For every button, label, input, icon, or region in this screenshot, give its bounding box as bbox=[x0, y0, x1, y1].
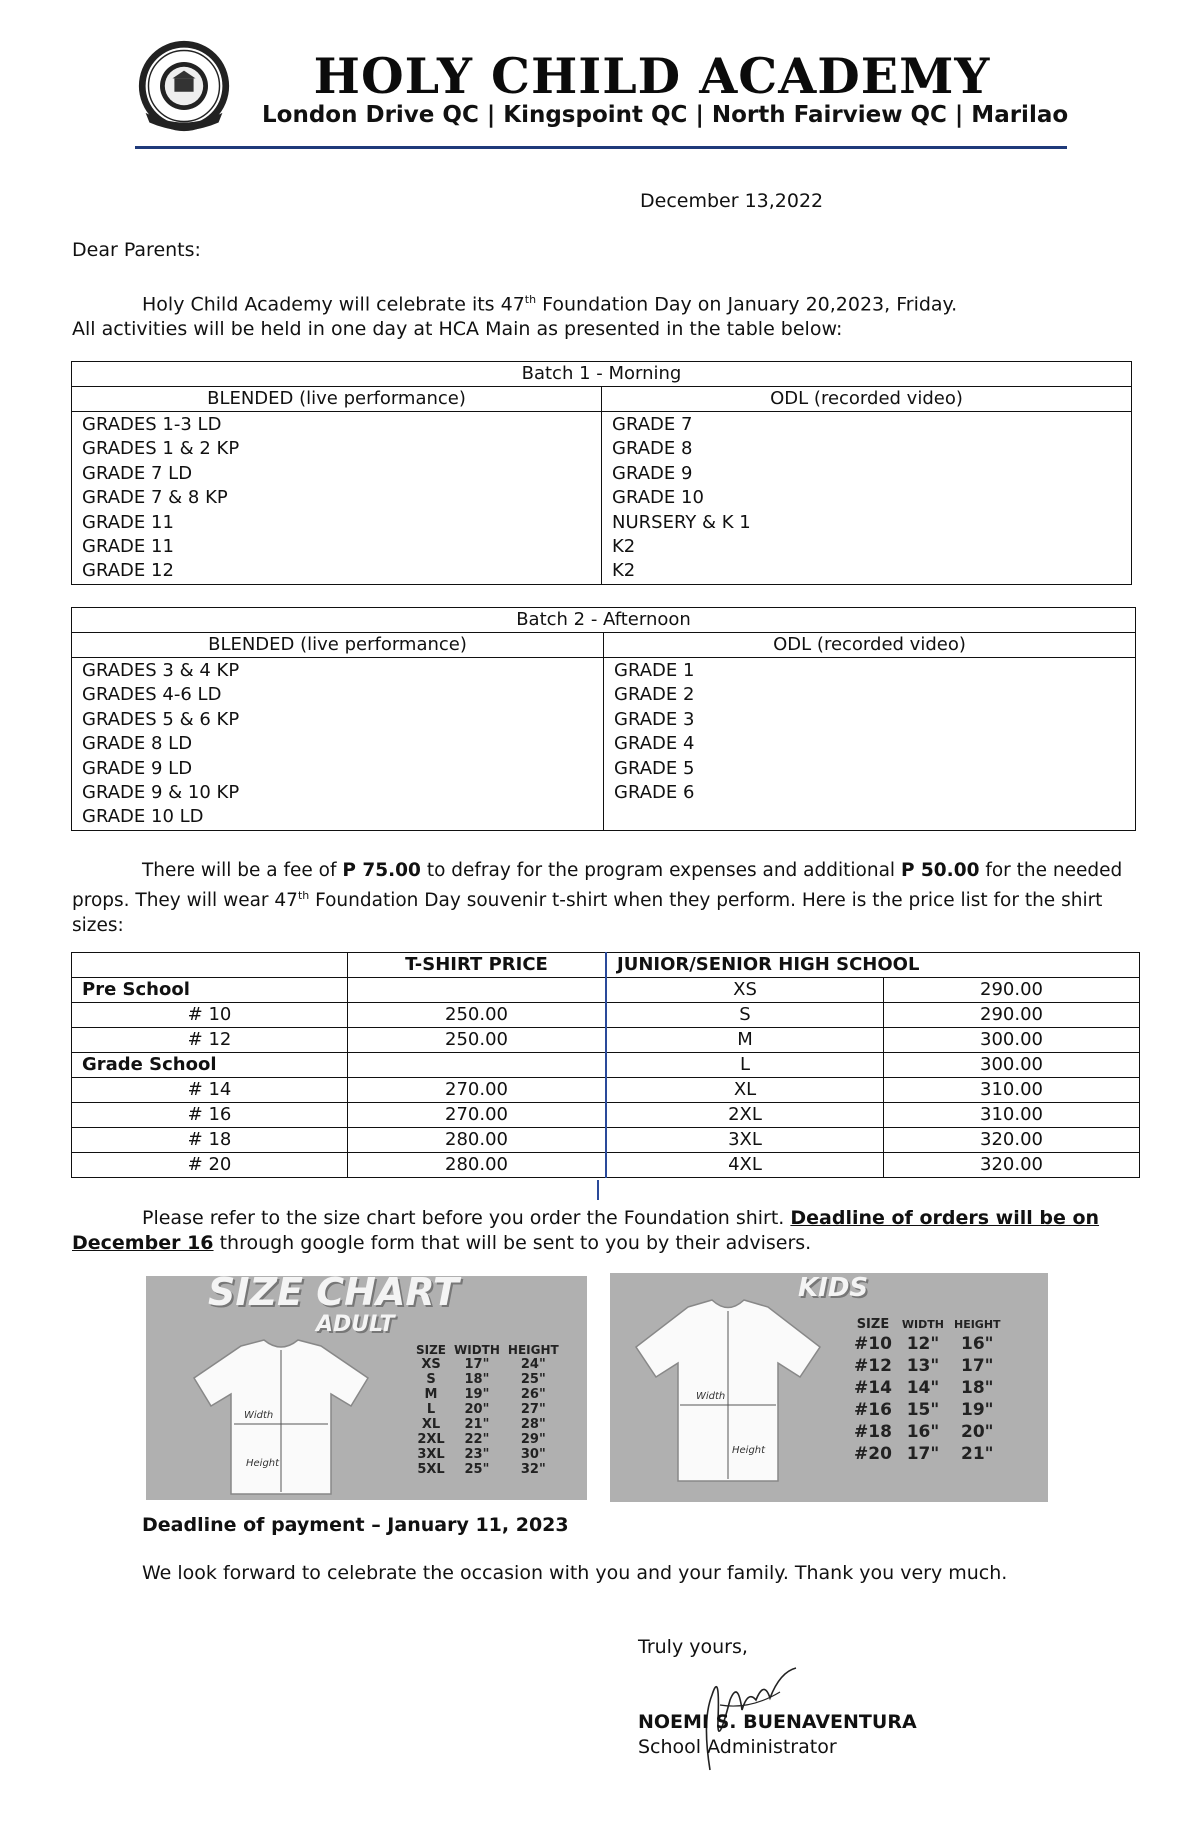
batch2-blended-list bbox=[72, 658, 604, 831]
intro-paragraph bbox=[72, 287, 1132, 342]
list-item: GRADE 9 bbox=[612, 462, 693, 484]
kids-size-table: SIZE WIDTH HEIGHT #10 12" 16" #12 13" 17" #14 14" 18" #16 15" 19" #18 16" 20" #20 17" 21" bbox=[854, 1317, 1001, 1464]
fee-amount-props: P 50.00 bbox=[900, 860, 980, 881]
list-item: GRADE 8 LD bbox=[82, 733, 193, 755]
price-header: T-SHIRT PRICE bbox=[348, 953, 607, 978]
intro-line-1: Holy Child Academy will celebrate its 47th Foundation Day on January 20,2023, Friday. bbox=[142, 293, 958, 316]
table-guide-line bbox=[597, 1180, 599, 1200]
signoff: Truly yours, bbox=[638, 1636, 748, 1658]
list-item: GRADES 5 & 6 KP bbox=[82, 708, 240, 730]
table-row: # 12 250.00 M 300.00 bbox=[72, 1028, 1140, 1053]
adult-label: ADULT bbox=[316, 1312, 395, 1337]
campus-list: London Drive QC | Kingspoint QC | North Fairview QC | Marilao bbox=[262, 102, 1069, 128]
letterhead-divider bbox=[135, 146, 1067, 149]
shirt-price-table bbox=[71, 952, 1140, 1178]
width-label: Width bbox=[244, 1410, 274, 1421]
list-item: K2 bbox=[612, 536, 636, 558]
list-item: GRADE 6 bbox=[614, 782, 695, 804]
list-item: GRADES 1 & 2 KP bbox=[82, 438, 240, 460]
hs-header: JUNIOR/SENIOR HIGH SCHOOL bbox=[606, 953, 1140, 978]
batch1-blended-header: BLENDED (live performance) bbox=[72, 387, 602, 412]
fee-paragraph: There will be a fee of P 75.00 to defray for the program expenses and additional P 50.00 for the needed props. They will wear 47th Foundation Day souvenir t-shirt when they perform. Here is the price list for the shirt sizes: bbox=[72, 860, 1123, 937]
list-item: GRADE 4 bbox=[614, 733, 695, 755]
batch2-blended-header: BLENDED (live performance) bbox=[72, 633, 604, 658]
batch2-table bbox=[71, 607, 1136, 831]
table-row: # 16 270.00 2XL 310.00 bbox=[72, 1103, 1140, 1128]
batch2-title: Batch 2 - Afternoon bbox=[72, 608, 1136, 633]
fee-amount-program: P 75.00 bbox=[342, 860, 421, 881]
width-label: Width bbox=[696, 1391, 726, 1402]
table-row: # 18 280.00 3XL 320.00 bbox=[72, 1128, 1140, 1153]
list-item: GRADE 9 & 10 KP bbox=[82, 782, 240, 804]
list-item: GRADE 10 bbox=[612, 487, 704, 509]
height-label: Height bbox=[246, 1458, 280, 1469]
intro-line-2: All activities will be held in one day at HCA Main as presented in the table below: bbox=[72, 318, 843, 341]
tshirt-kids-icon bbox=[628, 1295, 828, 1485]
height-label: Height bbox=[732, 1445, 766, 1456]
list-item: GRADE 7 LD bbox=[82, 462, 193, 484]
signer-name: NOEMI S. BUENAVENTURA bbox=[638, 1711, 917, 1733]
closing-line: We look forward to celebrate the occasion with you and your family. Thank you very much. bbox=[142, 1562, 1008, 1584]
school-seal-icon bbox=[136, 38, 232, 134]
batch1-blended-list bbox=[72, 412, 602, 585]
adult-size-chart bbox=[146, 1276, 587, 1500]
kids-label: KIDS bbox=[798, 1273, 869, 1303]
batch1-title: Batch 1 - Morning bbox=[72, 362, 1132, 387]
list-item: GRADE 3 bbox=[614, 708, 695, 730]
kids-size-chart bbox=[610, 1273, 1048, 1502]
batch1-table bbox=[71, 361, 1132, 585]
list-item: NURSERY & K 1 bbox=[612, 511, 751, 533]
list-item: GRADE 1 bbox=[614, 660, 695, 681]
school-name: HOLY CHILD ACADEMY bbox=[313, 47, 991, 105]
adult-size-table: SIZE WIDTH HEIGHT XS 17" 24" S 18" 25" M 19" 26" L 20" 27" XL 21" 28" 2XL 22" 29" 3XL 23" 30" 5XL 25" 32" bbox=[416, 1343, 559, 1477]
table-row: # 20 280.00 4XL 320.00 bbox=[72, 1153, 1140, 1178]
list-item: GRADE 7 bbox=[612, 414, 693, 435]
table-row: Grade School L 300.00 bbox=[72, 1053, 1140, 1078]
payment-deadline: Deadline of payment – January 11, 2023 bbox=[142, 1514, 569, 1536]
list-item: GRADE 5 bbox=[614, 757, 695, 779]
list-item: K2 bbox=[612, 560, 636, 582]
letter-date: December 13,2022 bbox=[640, 190, 824, 212]
size-chart-title: SIZE CHART bbox=[208, 1276, 459, 1314]
salutation: Dear Parents: bbox=[72, 239, 201, 261]
order-deadline: Deadline of orders will be on bbox=[790, 1207, 1100, 1229]
list-item: GRADES 1-3 LD bbox=[82, 414, 222, 435]
list-item: GRADE 9 LD bbox=[82, 757, 193, 779]
list-item: GRADE 10 LD bbox=[82, 806, 204, 828]
order-deadline-date: December 16 bbox=[72, 1232, 214, 1254]
batch2-odl-header: ODL (recorded video) bbox=[604, 633, 1136, 658]
table-row: # 10 250.00 S 290.00 bbox=[72, 1003, 1140, 1028]
list-item: GRADE 7 & 8 KP bbox=[82, 487, 228, 509]
table-row: # 14 270.00 XL 310.00 bbox=[72, 1078, 1140, 1103]
batch2-odl-list bbox=[604, 658, 1136, 831]
batch1-odl-header: ODL (recorded video) bbox=[602, 387, 1132, 412]
list-item: GRADES 4-6 LD bbox=[82, 684, 222, 706]
signer-title: School Administrator bbox=[638, 1736, 837, 1758]
list-item: GRADE 12 bbox=[82, 560, 174, 582]
table-row: Pre School XS 290.00 bbox=[72, 978, 1140, 1003]
tshirt-adult-icon bbox=[186, 1336, 376, 1496]
list-item: GRADE 11 bbox=[82, 536, 174, 558]
order-paragraph: Please refer to the size chart before you order the Foundation shirt. Deadline of orders will be on December 16 through google form that will be sent to you by their advisers. bbox=[72, 1207, 1100, 1254]
list-item: GRADES 3 & 4 KP bbox=[82, 660, 240, 681]
list-item: GRADE 2 bbox=[614, 684, 695, 706]
batch1-odl-list bbox=[602, 412, 1132, 585]
list-item: GRADE 8 bbox=[612, 438, 693, 460]
list-item: GRADE 11 bbox=[82, 511, 174, 533]
